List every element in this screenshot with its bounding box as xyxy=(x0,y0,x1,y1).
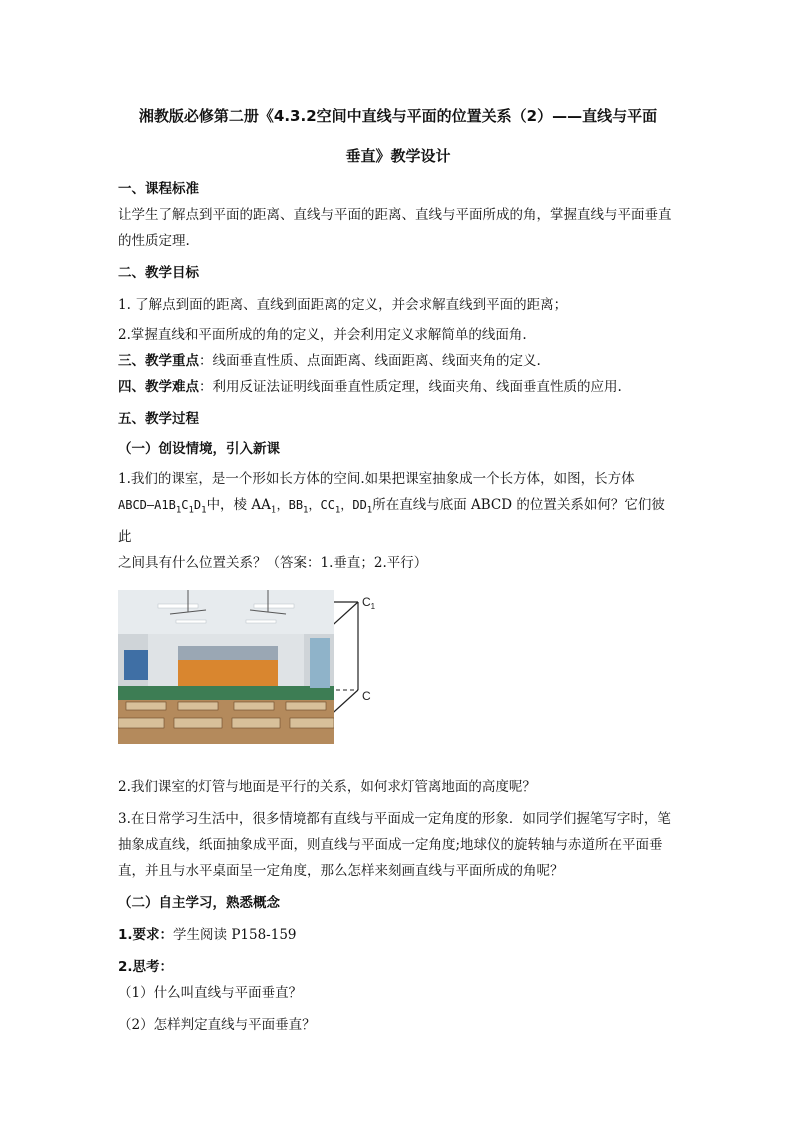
figures-row xyxy=(118,590,678,760)
think-question-2: （2）怎样判定直线与平面垂直？ xyxy=(118,1016,316,1033)
subsection-1-heading: （一）创设情境，引入新课 xyxy=(118,441,280,457)
question-1-line-1: 1.我们的课室，是一个形如长方体的空间.如果把课室抽象成一个长方体，如图，长方体 xyxy=(118,471,635,487)
requirement-text: 学生阅读 P158-159 xyxy=(173,926,297,943)
document-title xyxy=(118,96,678,176)
question-1-line-3: 之间具有什么位置关系？（答案：1.垂直；2.平行） xyxy=(118,554,428,571)
goal-2: 2.掌握直线和平面所成的角的定义，并会利用定义求解简单的线面角. xyxy=(118,327,527,343)
section-3-text: ：线面垂直性质、点面距离、线面距离、线面夹角的定义. xyxy=(199,353,541,369)
title-line-2: 垂直》教学设计 xyxy=(345,147,451,165)
classroom-photo xyxy=(118,590,334,744)
requirement xyxy=(118,922,678,948)
section-3-label: 三、教学重点 xyxy=(118,353,199,369)
question-1-line-2: $ABCD—A1B_1C_1D_1$中，棱 $AA_1$，$BB_1$，$CC_1$，$DD_1$所在直线与底面 ABCD 的位置关系如何？它们彼此 xyxy=(118,497,665,545)
section-1-text: 让学生了解点到平面的距离、直线与平面的距离、直线与平面所成的角，掌握直线与平面垂直的性质定理. xyxy=(118,207,672,249)
label-c: C xyxy=(362,688,371,703)
requirement-label: 1.要求： xyxy=(118,926,174,943)
section-3 xyxy=(118,348,678,374)
goal-1: 1. 了解点到面的距离、直线到面距离的定义，并会求解直线到平面的距离； xyxy=(118,297,568,313)
section-4 xyxy=(118,374,678,400)
label-c1: $C_1$ xyxy=(362,594,376,611)
section-4-text: ：利用反证法证明线面垂直性质定理，线面夹角、线面垂直性质的应用. xyxy=(199,379,622,395)
subsection-2-heading: （二）自主学习，熟悉概念 xyxy=(118,894,280,911)
section-1-heading: 一、课程标准 xyxy=(118,181,199,197)
think-question-1: （1）什么叫直线与平面垂直？ xyxy=(118,984,303,1001)
section-5-heading: 五、教学过程 xyxy=(118,411,199,427)
question-2: 2.我们课室的灯管与地面是平行的关系，如何求灯管离地面的高度呢？ xyxy=(118,778,536,795)
section-2-heading: 二、教学目标 xyxy=(118,265,199,281)
title-line-1: 湘教版必修第二册《4.3.2空间中直线与平面的位置关系（2）——直线与平面 xyxy=(138,107,658,125)
question-3: 3.在日常学习生活中，很多情境都有直线与平面成一定角度的形象．如同学们握笔写字时，笔抽象成直线，纸面抽象成平面，则直线与平面成一定角度;地球仪的旋转轴与赤道所在平面垂直，并且与水平桌面呈一定角度，那么怎样来刻画直线与平面所成的角呢？ xyxy=(118,810,671,879)
think-label: 2.思考： xyxy=(118,958,174,975)
document-page xyxy=(118,96,678,1038)
section-4-label: 四、教学难点 xyxy=(118,379,199,395)
